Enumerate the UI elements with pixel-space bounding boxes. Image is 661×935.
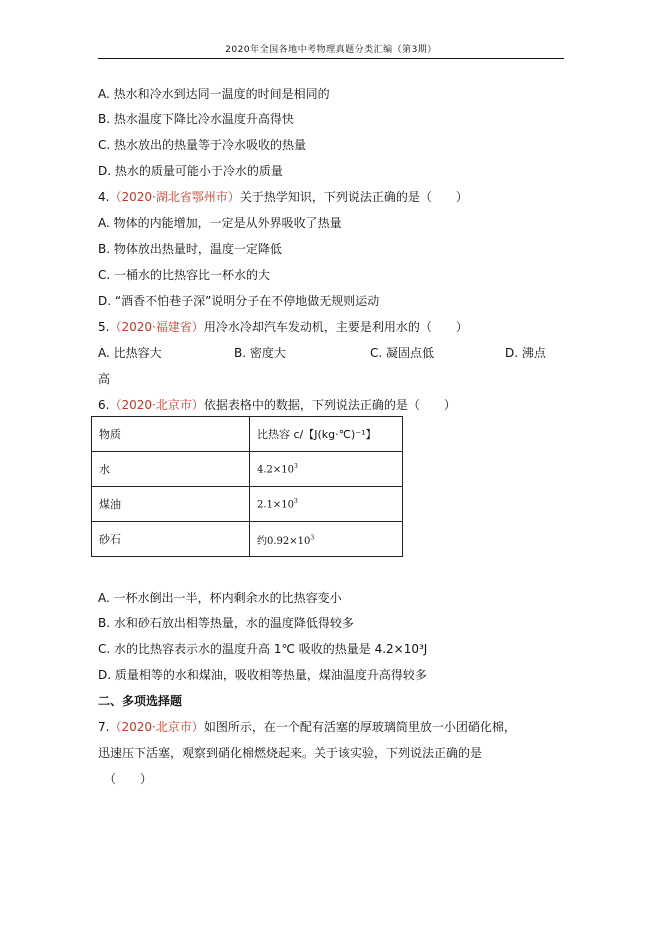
specific-heat-table [91,416,403,557]
question-stem: 如图所示，在一个配有活塞的厚玻璃筒里放一小团硝化棉， [203,720,516,734]
source-tag: （2020·北京市） [109,398,204,412]
value-exponent: 3 [294,462,298,470]
table-cell-value [250,522,403,557]
question-5 [98,319,468,335]
page-header: 2020年全国各地中考物理真题分类汇编（第3期） [225,45,437,55]
q7-stem-line-2: 迅速压下活塞，观察到硝化棉燃烧起来。关于该实验，下列说法正确的是 [98,746,483,760]
table-row [92,487,403,522]
prev-option-c: C. 热水放出的热量等于冷水吸收的热量 [98,138,307,152]
question-stem: 用冷水冷却汽车发动机，主要是利用水的（ ） [203,320,468,334]
table-row [92,522,403,557]
question-7 [98,719,516,735]
table-cell-value [250,452,403,487]
q4-option-a: A. 物体的内能增加，一定是从外界吸收了热量 [98,216,342,230]
prev-option-d: D. 热水的质量可能小于冷水的质量 [98,164,283,178]
prev-option-b: B. 热水温度下降比冷水温度升高得快 [98,112,294,126]
value-exponent: 3 [294,497,298,505]
question-4 [98,189,468,205]
section-title: 二、多项选择题 [98,694,183,708]
table-row [92,452,403,487]
source-tag: （2020·福建省） [109,320,204,334]
q6-option-c: C. 水的比热容表示水的温度升高 1℃ 吸收的热量是 4.2×10³J [98,642,428,656]
q4-option-b: B. 物体放出热量时，温度一定降低 [98,242,282,256]
header-rule [98,58,564,59]
table-header-cell: 物质 [92,417,250,452]
q5-option-a: A. 比热容大 [98,346,162,360]
table-cell-substance: 水 [92,452,250,487]
q5-option-b: B. 密度大 [234,346,286,360]
q5-option-c: C. 凝固点低 [370,346,435,360]
question-number: 5. [98,320,110,334]
question-number: 6. [98,398,110,412]
q7-answer-blank: （ ） [104,772,153,786]
value-base: 2.1×10 [257,499,295,511]
question-number: 7. [98,720,110,734]
question-stem: 关于热学知识，下列说法正确的是（ ） [239,190,468,204]
value-exponent: 3 [310,534,315,542]
source-tag: （2020·北京市） [109,720,204,734]
value-base: 4.2×10 [257,464,295,476]
question-number: 4. [98,190,110,204]
q4-option-c: C. 一桶水的比热容比一杯水的大 [98,268,271,282]
table-cell-substance: 砂石 [92,522,250,557]
table-cell-value [250,487,403,522]
q6-option-a: A. 一杯水倒出一半，杯内剩余水的比热容变小 [98,591,342,605]
q5-option-d: D. 沸点 [505,346,546,360]
value-base: 约0.92×10 [257,535,311,547]
source-tag: （2020·湖北省鄂州市） [109,190,240,204]
question-6 [98,397,456,413]
question-stem: 依据表格中的数据，下列说法正确的是（ ） [203,398,456,412]
q5-option-d-wrap: 高 [98,372,111,386]
q6-option-d: D. 质量相等的水和煤油，吸收相等热量，煤油温度升高得较多 [98,668,427,682]
table-header-row [92,417,403,452]
q4-option-d: D. “酒香不怕巷子深”说明分子在不停地做无规则运动 [98,294,380,308]
table-header-cell: 比热容 c/【J(kg·℃)⁻¹】 [250,417,403,452]
prev-option-a: A. 热水和冷水到达同一温度的时间是相同的 [98,87,330,101]
q6-option-b: B. 水和砂石放出相等热量，水的温度降低得较多 [98,616,354,630]
table-cell-substance: 煤油 [92,487,250,522]
